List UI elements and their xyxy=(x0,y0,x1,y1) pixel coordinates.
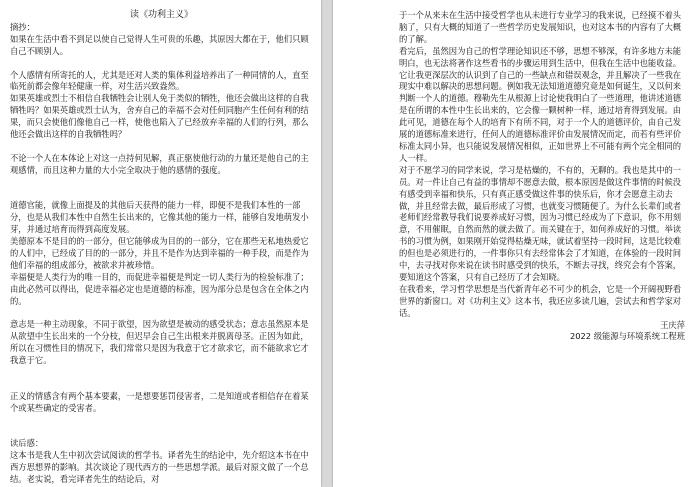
left-paragraph: 幸福便是人类行为的唯一目的，而促进幸福便是判定一切人类行为的检验标准了；由此必然可以得出，促进幸福必定也是道德的标准，因为部分总是包含在全体之内的。 xyxy=(10,271,309,306)
left-paragraph: 美德原本不是目的的一部分，但它能够成为目的的一部分，它在那些无私地热爱它的人们中，已经成了目的的一部分，并且不是作为达到幸福的一种手段，而是作为他们幸福的组成部分，被欲求并被珍惜。 xyxy=(10,236,309,270)
right-paragraph: 于一个从来未在生活中接受哲学也从未进行专业学习的我来说，已经摸不着头脑了，只有大概的知道了一些哲学历史发展知识，也对这本书的内容有了大概的了解。 xyxy=(399,10,682,44)
left-paragraph: 道德官能，就像上面提及的其他后天获得的能力一样，即便不是我们本性的一部分，也是从我们本性中自然生长出来的，它像其他的能力一样，能够自发地萌发小芽，并通过培育而得到高度发展。 xyxy=(10,200,309,235)
paragraph-gap xyxy=(10,189,313,201)
document-page-left xyxy=(0,0,321,487)
author-affiliation: 2022 级能源与环境系统工程班 xyxy=(569,331,685,342)
left-page-content xyxy=(10,10,313,486)
left-paragraph: 个人感情有所寄托的人，尤其是还对人类的集体利益培养出了一种同情的人，直至临死前都会像年轻健康一样，对生活兴致盎然。 xyxy=(10,69,309,92)
document-page-right xyxy=(333,0,693,487)
left-paragraph: 读后感： xyxy=(10,438,44,449)
right-paragraph: 看完后，虽然因为自己的哲学理论知识还不够，思想不够深，有许多地方未能明白，也无法将著作这些看书的步骤运用到生活中，但我在生活中也能收益。它让我更深层次的认识到了自己的一些缺点和错误观念，并且解决了一些我在现实中难以解决的思想问题。例如我无法知道道德究竟是如何诞生，又以何来判断一个人的道德。穆勒先生从根源上讨论使我明白了一些道理，他讲述道德是在所谓的本性中生长出来的，它会像一颗树种一样，通过培育得到发展。由此可见，道德在每个人的培育下有所不同，对于一个人的道德评价，由自己发展的道德标准来进行，任何人的道德标准评价由发展情况而定，而若有些评价标准太同小异，也只能说发展情况相似，正如世界上不可能有两个完全相同的人一样。 xyxy=(399,45,682,163)
author-name: 王庆萍 xyxy=(660,319,685,330)
paragraph-gap xyxy=(10,177,313,189)
paragraph-gap xyxy=(10,379,313,391)
left-paragraph: 正义的情感含有两个基本要素，一是想要惩罚侵害者，二是知道或者相信存在着某个或某些确定的受害者。 xyxy=(10,390,309,413)
left-paragraph: 如果在生活中看不到足以使自己觉得人生可贵的乐趣，其原因大都在于，他们只顾自己不顾别人。 xyxy=(10,33,309,56)
paragraph-gap xyxy=(10,308,313,320)
paragraph-gap xyxy=(10,427,313,439)
paragraph-gap xyxy=(10,415,313,427)
paragraph-gap xyxy=(10,141,313,153)
paragraph-gap xyxy=(10,367,313,379)
right-paragraph: 在我看来，学习哲学思想是当代新青年必不可少的机会，它是一个开阔视野看世界的新窗口。对《功利主义》这本书，我还应多读几遍，尝试去和哲学家对话。 xyxy=(399,283,682,318)
left-paragraph: 这本书是我人生中初次尝试阅读的哲学书。译者先生的结论中，先介绍这本书在中西方思想界的影响。其次谈论了现代西方的一些思想学派。最后对原文做了一个总结。老实说，看完译者先生的结论后，对 xyxy=(10,450,309,485)
left-paragraph: 不论一个人在本体论上对这一点持何见解，真正驱使他行动的力量还是他自己的主观感情，而且这种力量的大小完全取决于他的感情的强度。 xyxy=(10,152,309,175)
right-paragraph: 对于不愿学习的同学来说，学习是枯燥的，不有的，无聊的。我也是其中的一员。对一件让自己有益的事情却不愿意去做，根本原因是做这件事情的时候没有感受到幸福和快乐，只有真正感受做这件事的快乐后，你才会愿意主动去做，并且经常去做，最后形成了习惯，也就变习惯随便了。为什么长辈们或者老师们经常教导我们说要养成好习惯，因为习惯已经成为了下意识，你不用刻意，不用催眠，自然而然的就去做了。而关键在于，如何养成好的习惯。举读书的习惯为例，如果刚开始觉得枯燥无味，就试着坚持一段时间，这是比较难的但也是必须进行的，一件事你只有去经常体会了才知道，在体验的一段时间中，去寻找对你来说在读书时感受到的快乐，不断去寻找，终究会有个答案，要知道这个答案，只有自己经历了才会知晓。 xyxy=(399,164,682,282)
left-paragraph: 如果英雄或烈士不相信自我牺牲会让别人免于类似的牺牲，他还会做出这样的自我牺牲吗？如果英雄或烈士认为，舍弃自己的幸福不会对任何同胞产生任何有利的结果，而只会使他们像他自己一样，使他也陷入了已经放弃幸福的人们的行列，那么他还会做出这样的自我牺牲吗？ xyxy=(10,93,309,140)
document-title: 读《功利主义》 xyxy=(129,10,193,20)
right-page-content xyxy=(399,10,685,343)
left-paragraph: 意志是一种主动现象，不同于欲望，因为欲望是被动的感受状态；意志虽然原本是从欲望中生长出来的一个分枝，但迟早会自己生出根来并脱离母茎。正因为如此，所以在习惯性目的情况下，我们常常只是因为我意于它才欲求它，而不能欲求它才我意于它。 xyxy=(10,319,309,366)
left-paragraph: 摘抄： xyxy=(10,21,35,32)
paragraph-gap xyxy=(10,58,313,70)
